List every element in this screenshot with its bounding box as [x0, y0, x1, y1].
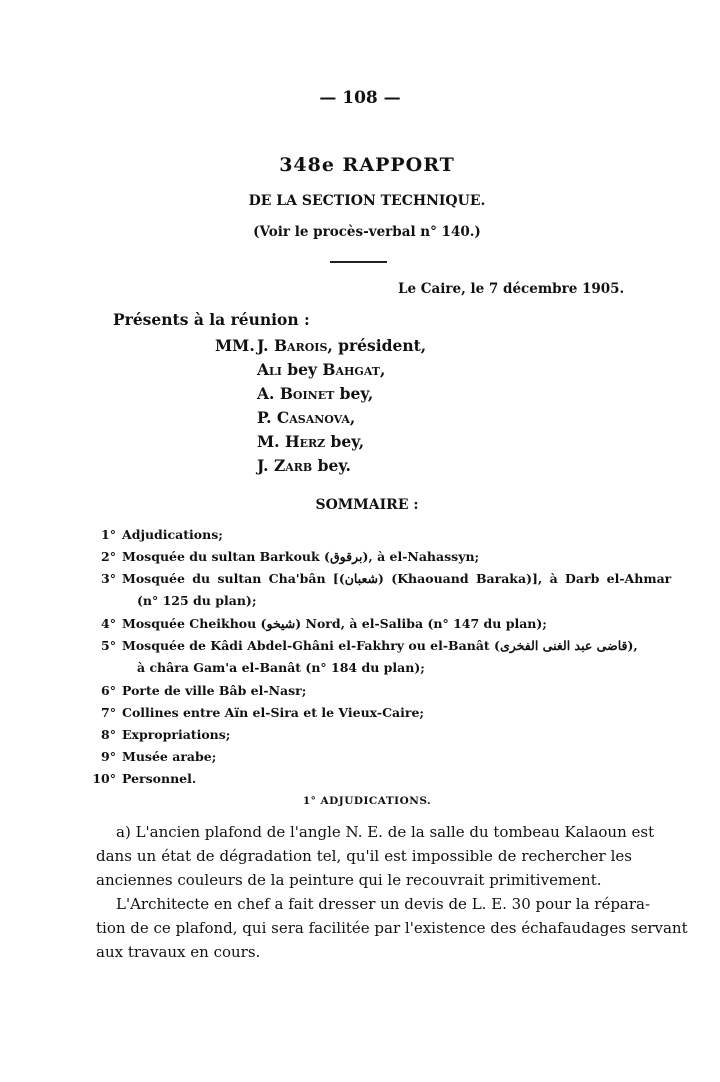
summary-item-number: 6° — [101, 683, 116, 698]
dateline: Le Caire, le 7 décembre 1905. — [398, 281, 625, 297]
member-initial: J. — [257, 456, 274, 475]
member-initial: P. — [257, 408, 277, 427]
member-suffix: , président, — [327, 336, 427, 355]
summary-item: Porte de ville Bâb el-Nasr; — [122, 683, 307, 698]
member-surname: Barois — [273, 336, 328, 355]
attendance-label: Présents à la réunion : — [113, 310, 310, 329]
member-line — [257, 456, 351, 475]
summary-item: Mosquée du sultan Barkouk (برقوق), à el-Nahassyn; — [122, 549, 480, 564]
body-paragraph — [96, 892, 688, 964]
summary-item: Personnel. — [122, 771, 197, 786]
summary-item: Collines entre Aïn el-Sira et le Vieux-Caire; — [122, 705, 425, 720]
paragraph-line: dans un état de dégradation tel, qu'il est impossible de rechercher les — [96, 847, 632, 865]
paragraph-line: anciennes couleurs de la peinture qui le recouvrait primitivement. — [96, 871, 602, 889]
summary-heading: SOMMAIRE : — [315, 497, 419, 513]
paragraph-line: L'Architecte en chef a fait dresser un devis de L. E. 30 pour la répara- — [116, 895, 651, 913]
summary-item: Expropriations; — [122, 727, 231, 742]
attendance-prefix: MM. — [215, 336, 255, 355]
member-initial: J. — [257, 336, 274, 355]
summary-item-continuation: (n° 125 du plan); — [137, 593, 257, 608]
member-line — [257, 360, 385, 379]
summary-item-number: 10° — [92, 771, 116, 786]
member-initial: M. — [257, 432, 285, 451]
summary-item: Adjudications; — [122, 527, 223, 542]
member-suffix: bey, — [325, 432, 365, 451]
report-reference: (Voir le procès-verbal n° 140.) — [253, 224, 481, 240]
summary-item-number: 8° — [101, 727, 116, 742]
member-surname: Zarb — [273, 456, 313, 475]
page-number: — 108 — — [319, 88, 401, 108]
member-surname: Bahgat — [322, 360, 380, 379]
summary-item-number: 9° — [101, 749, 116, 764]
member-line — [257, 408, 355, 427]
section-heading: 1° ADJUDICATIONS. — [302, 795, 432, 807]
divider-rule — [330, 261, 387, 263]
summary-item: Mosquée du sultan Cha'bân [(شعبان) (Khaouand Baraka)], à Darb el-Ahmar — [122, 571, 672, 586]
member-suffix: bey, — [334, 384, 374, 403]
report-subtitle: DE LA SECTION TECHNIQUE. — [248, 193, 486, 209]
summary-item-number: 2° — [101, 549, 116, 564]
paragraph-line: a) L'ancien plafond de l'angle N. E. de la salle du tombeau Kalaoun est — [116, 823, 655, 841]
member-line — [257, 384, 373, 403]
summary-item-number: 7° — [101, 705, 116, 720]
member-title: bey — [281, 360, 323, 379]
member-firstname: Ali — [257, 360, 282, 379]
report-title: 348e RAPPORT — [279, 154, 455, 176]
member-suffix: , — [379, 360, 386, 379]
member-initial: A. — [257, 384, 280, 403]
summary-item: Musée arabe; — [122, 749, 217, 764]
member-suffix: , — [349, 408, 356, 427]
body-paragraph — [96, 820, 655, 892]
paragraph-line: aux travaux en cours. — [96, 943, 261, 961]
summary-item-number: 5° — [101, 638, 116, 653]
member-surname: Herz — [284, 432, 326, 451]
summary-item-continuation: à châra Gam'a el-Banât (n° 184 du plan); — [137, 660, 425, 675]
summary-item-number: 3° — [101, 571, 116, 586]
member-surname: Boinet — [279, 384, 335, 403]
summary-item-number: 4° — [101, 616, 116, 631]
summary-item: Mosquée Cheikhou (شيخو) Nord, à el-Saliba (n° 147 du plan); — [122, 616, 547, 631]
member-line — [257, 336, 426, 355]
summary-item: Mosquée de Kâdi Abdel-Ghâni el-Fakhry ou el-Banât (قاضى عبد الغنى الفخرى), — [122, 638, 638, 653]
paragraph-line: tion de ce plafond, qui sera facilitée par l'existence des échafaudages servant — [96, 919, 688, 937]
member-surname: Casanova — [276, 408, 350, 427]
member-line — [257, 432, 364, 451]
summary-item-number: 1° — [101, 527, 116, 542]
member-suffix: bey. — [312, 456, 351, 475]
